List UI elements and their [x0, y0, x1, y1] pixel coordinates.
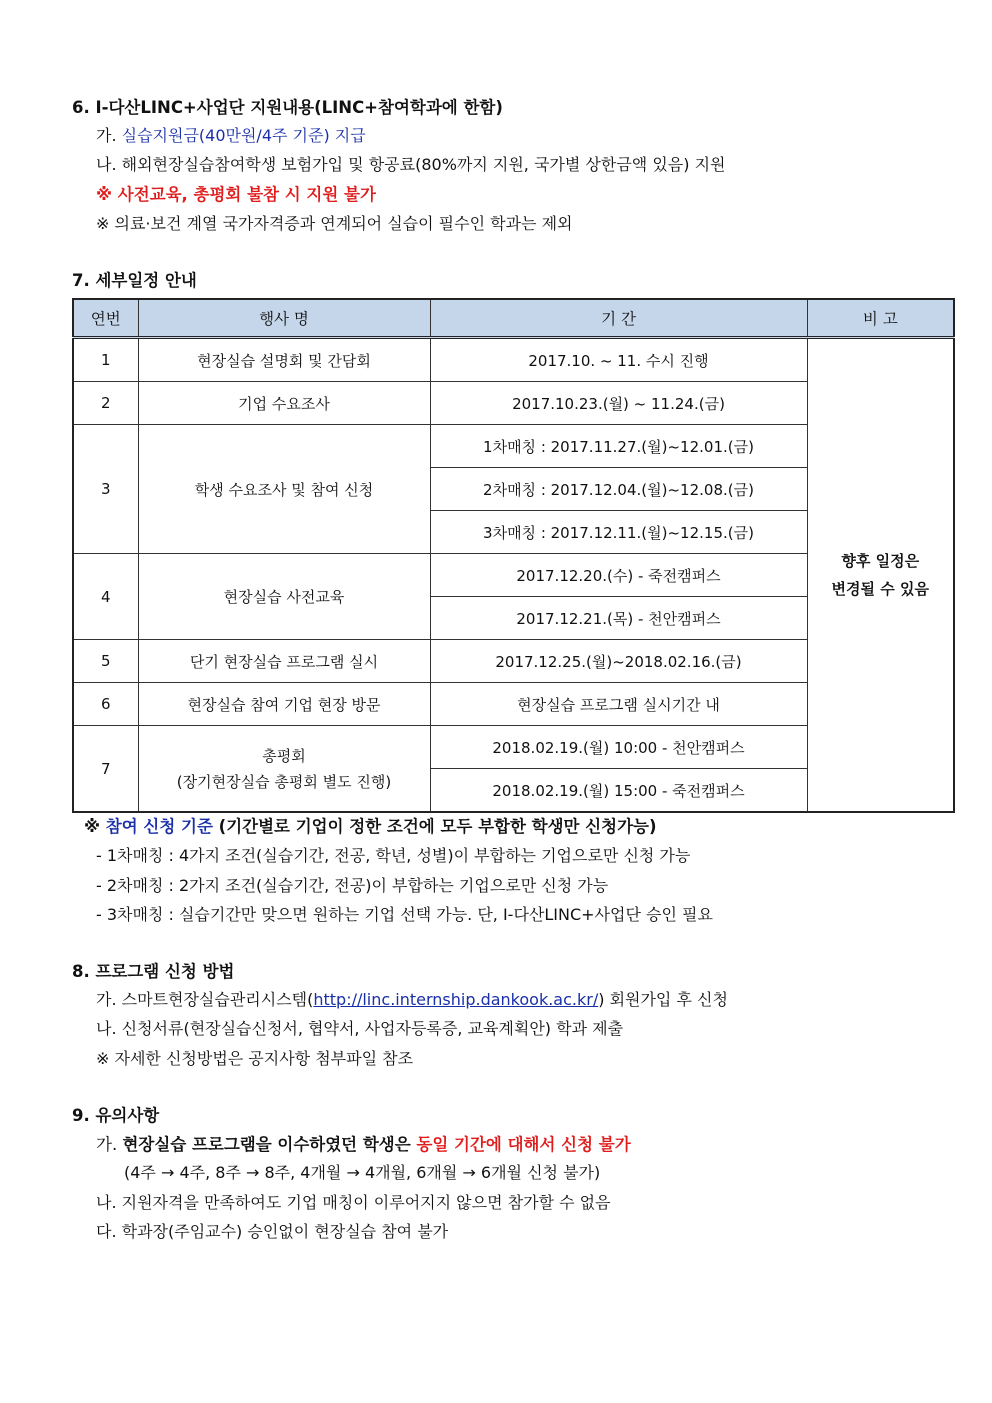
row-no: 6 [73, 683, 138, 726]
row-no: 7 [73, 726, 138, 813]
item-a-bold: 현장실습 프로그램을 이수하였던 학생은 [122, 1135, 417, 1154]
event-main: 총평회 [262, 746, 306, 765]
section-8-title: 8. 프로그램 신청 방법 [72, 962, 235, 981]
section-6-warning: ※ 사전교육, 총평회 불참 시 지원 불가 [96, 185, 376, 204]
item-a-prefix: 가. 스마트현장실습관리시스템( [96, 990, 314, 1009]
criteria-desc: (기간별로 기업이 정한 조건에 모두 부합한 학생만 신청가능) [212, 817, 657, 836]
row-event: 단기 현장실습 프로그램 실시 [138, 640, 430, 683]
row-period: 3차매칭 : 2017.12.11.(월)~12.15.(금) [430, 511, 807, 554]
row-no: 3 [73, 425, 138, 554]
row-period: 현장실습 프로그램 실시기간 내 [430, 683, 807, 726]
row-period: 2017.10. ~ 11. 수시 진행 [430, 338, 807, 382]
row-event: 현장실습 참여 기업 현장 방문 [138, 683, 430, 726]
remark-line: 변경될 수 있음 [831, 580, 929, 598]
row-period: 2017.10.23.(월) ~ 11.24.(금) [430, 382, 807, 425]
criteria-mark: ※ [84, 817, 106, 836]
row-period: 1차매칭 : 2017.11.27.(월)~12.01.(금) [430, 425, 807, 468]
row-event: 학생 수요조사 및 참여 신청 [138, 425, 430, 554]
row-period: 2018.02.19.(월) 15:00 - 죽전캠퍼스 [430, 769, 807, 813]
header-remark: 비 고 [807, 299, 954, 338]
schedule-table [72, 298, 955, 813]
item-a-prefix: 가. [96, 126, 122, 145]
section-6-item-b: 나. 해외현장실습참여학생 보험가입 및 항공료(80%까지 지원, 국가별 상한금액 있음) 지원 [96, 155, 726, 174]
item-a-highlight: 실습지원금(40만원/4주 기준) 지급 [121, 126, 366, 145]
row-event: 기업 수요조사 [138, 382, 430, 425]
section-8-item-a [96, 987, 728, 1010]
criteria-heading [84, 813, 657, 837]
criteria-item: - 1차매칭 : 4가지 조건(실습기간, 전공, 학년, 성별)이 부합하는 기업으로만 신청 가능 [96, 846, 691, 865]
item-a-red: 동일 기간에 대해서 신청 불가 [416, 1135, 631, 1154]
remark-cell [807, 338, 954, 813]
row-period: 2017.12.25.(월)~2018.02.16.(금) [430, 640, 807, 683]
section-9-item-c: 다. 학과장(주임교수) 승인없이 현장실습 참여 불가 [96, 1222, 449, 1241]
section-6-note: ※ 의료·보건 계열 국가자격증과 연계되어 실습이 필수인 학과는 제외 [96, 214, 573, 233]
row-no: 5 [73, 640, 138, 683]
row-no: 1 [73, 338, 138, 382]
table-header-row [73, 299, 954, 338]
header-event: 행사 명 [138, 299, 430, 338]
remark-line: 향후 일정은 [841, 552, 920, 570]
section-8-item-b: 나. 신청서류(현장실습신청서, 협약서, 사업자등록증, 교육계획안) 학과 제출 [96, 1019, 624, 1038]
row-event [138, 726, 430, 813]
row-no: 4 [73, 554, 138, 640]
section-6-item-a [96, 123, 366, 146]
table-row [73, 338, 954, 382]
row-no: 2 [73, 382, 138, 425]
header-period: 기 간 [430, 299, 807, 338]
section-9-item-a [96, 1131, 631, 1155]
item-a-suffix: ) 회원가입 후 신청 [598, 990, 728, 1009]
section-6-title: 6. I-다산LINC+사업단 지원내용(LINC+참여학과에 한함) [72, 98, 503, 117]
system-link[interactable]: http://linc.internship.dankook.ac.kr/ [313, 990, 599, 1009]
section-7-title: 7. 세부일정 안내 [72, 271, 197, 290]
section-9-title: 9. 유의사항 [72, 1106, 160, 1125]
row-event: 현장실습 사전교육 [138, 554, 430, 640]
row-period: 2017.12.21.(목) - 천안캠퍼스 [430, 597, 807, 640]
criteria-item: - 2차매칭 : 2가지 조건(실습기간, 전공)이 부합하는 기업으로만 신청 가능 [96, 876, 609, 895]
section-8-note: ※ 자세한 신청방법은 공지사항 첨부파일 참조 [96, 1049, 414, 1068]
section-9-item-a-sub: (4주 → 4주, 8주 → 8주, 4개월 → 4개월, 6개월 → 6개월 신청 불가) [124, 1163, 601, 1182]
row-period: 2차매칭 : 2017.12.04.(월)~12.08.(금) [430, 468, 807, 511]
row-period: 2017.12.20.(수) - 죽전캠퍼스 [430, 554, 807, 597]
criteria-item: - 3차매칭 : 실습기간만 맞으면 원하는 기업 선택 가능. 단, I-다산LINC+사업단 승인 필요 [96, 905, 713, 924]
row-period: 2018.02.19.(월) 10:00 - 천안캠퍼스 [430, 726, 807, 769]
criteria-title: 참여 신청 기준 [105, 817, 213, 836]
header-no: 연번 [73, 299, 138, 338]
section-9-item-b: 나. 지원자격을 만족하여도 기업 매칭이 이루어지지 않으면 참가할 수 없음 [96, 1193, 611, 1212]
item-a-prefix: 가. [96, 1135, 123, 1154]
row-event: 현장실습 설명회 및 간담회 [138, 338, 430, 382]
event-sub: (장기현장실습 총평회 별도 진행) [176, 772, 392, 791]
